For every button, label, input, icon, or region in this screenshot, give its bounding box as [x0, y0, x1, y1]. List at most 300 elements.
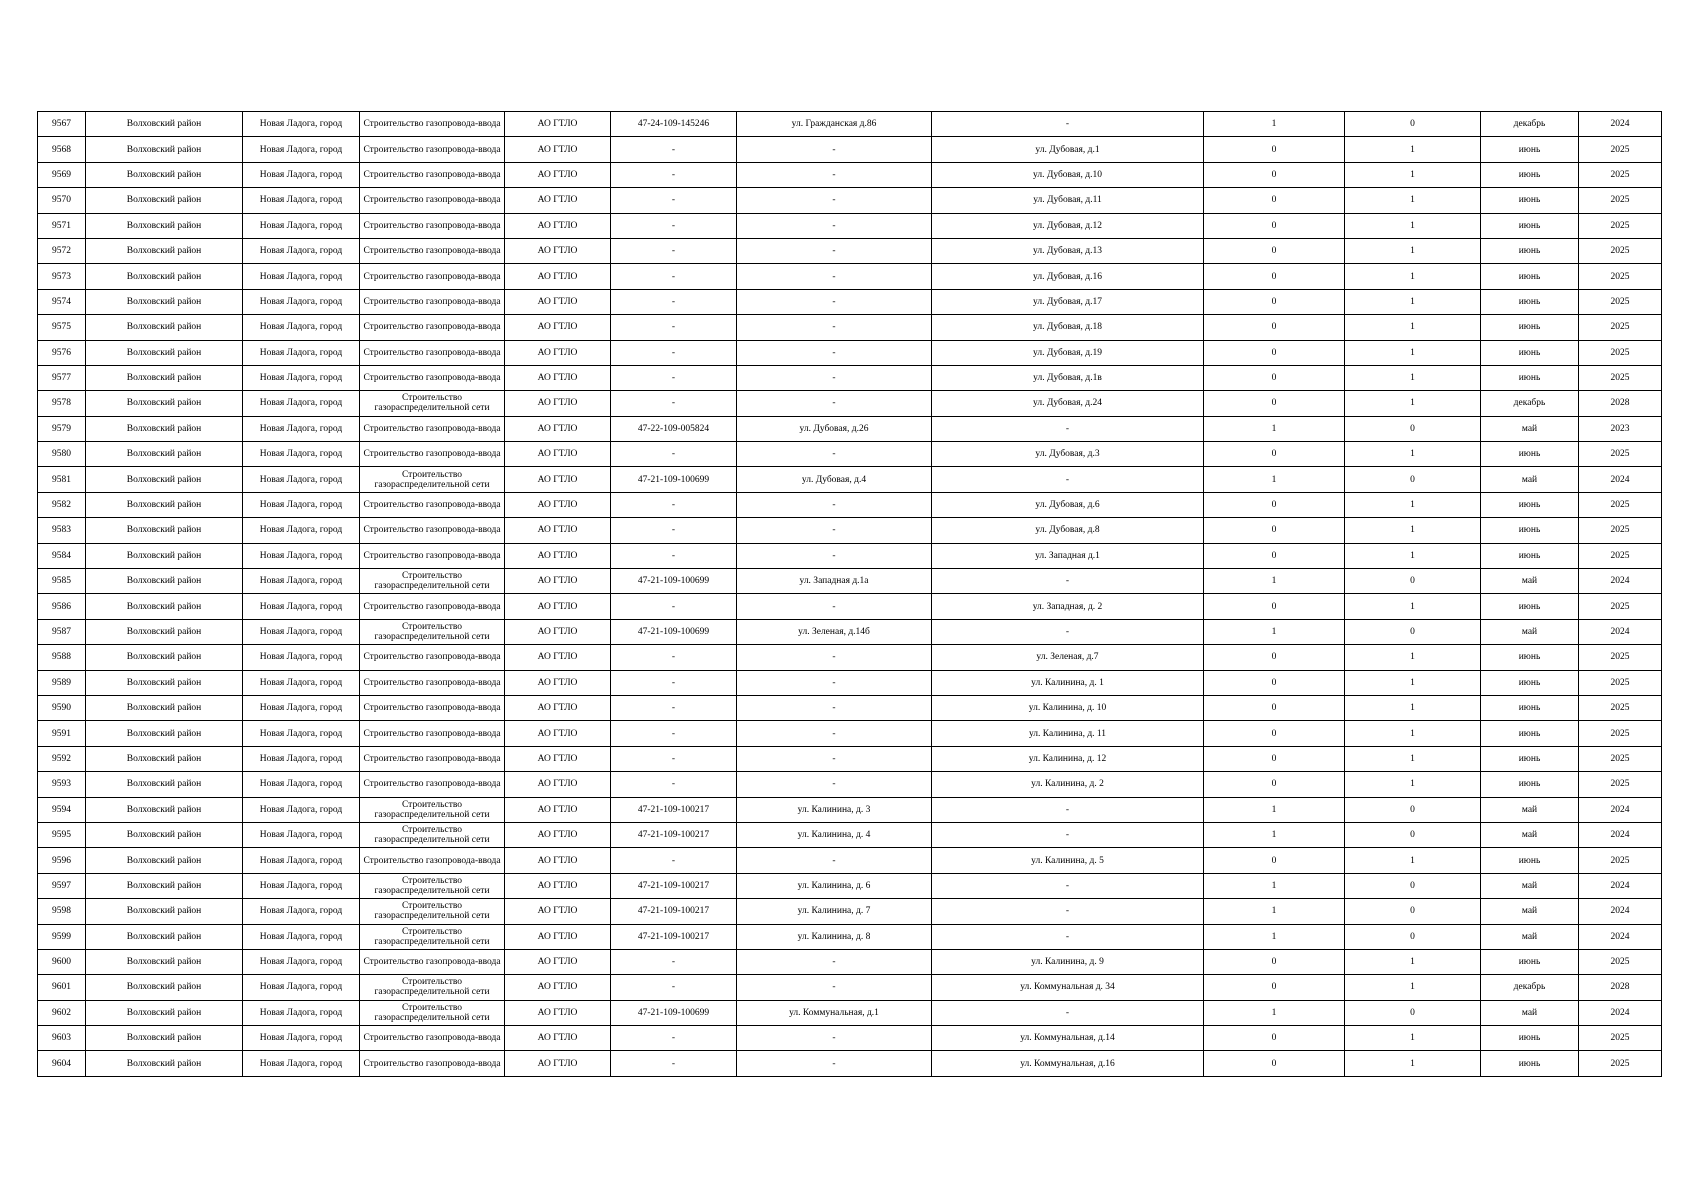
cell-month: май	[1481, 619, 1579, 644]
cell-month: июнь	[1481, 365, 1579, 390]
cell-address-planned: ул. Калинина, д. 5	[932, 848, 1204, 873]
cell-cadastral-number: -	[611, 543, 737, 568]
cell-month: июнь	[1481, 695, 1579, 720]
cell-month: май	[1481, 924, 1579, 949]
data-table	[37, 111, 1662, 1077]
cell-count-connected: 0	[1204, 695, 1345, 720]
cell-year: 2025	[1579, 264, 1662, 289]
cell-count-planned: 0	[1345, 416, 1481, 441]
cell-work-type: Строительство газопровода-ввода	[360, 518, 505, 543]
cell-address-connected: -	[737, 949, 932, 974]
cell-year: 2025	[1579, 543, 1662, 568]
cell-year: 2023	[1579, 416, 1662, 441]
table-row	[38, 340, 1662, 365]
cell-month: июнь	[1481, 162, 1579, 187]
cell-organization: АО ГТЛО	[505, 162, 611, 187]
cell-locality: Новая Ладога, город	[243, 289, 360, 314]
cell-address-planned: -	[932, 569, 1204, 594]
cell-row-number: 9590	[38, 695, 86, 720]
cell-year: 2024	[1579, 822, 1662, 847]
cell-row-number: 9580	[38, 442, 86, 467]
cell-count-connected: 0	[1204, 492, 1345, 517]
cell-year: 2028	[1579, 391, 1662, 416]
cell-locality: Новая Ладога, город	[243, 112, 360, 137]
cell-month: июнь	[1481, 746, 1579, 771]
cell-year: 2025	[1579, 949, 1662, 974]
cell-district: Волховский район	[86, 670, 243, 695]
cell-locality: Новая Ладога, город	[243, 162, 360, 187]
cell-district: Волховский район	[86, 442, 243, 467]
cell-row-number: 9587	[38, 619, 86, 644]
cell-locality: Новая Ладога, город	[243, 746, 360, 771]
cell-address-connected: -	[737, 975, 932, 1000]
cell-district: Волховский район	[86, 340, 243, 365]
cell-count-connected: 0	[1204, 188, 1345, 213]
cell-cadastral-number: 47-21-109-100217	[611, 924, 737, 949]
cell-row-number: 9572	[38, 238, 86, 263]
cell-address-planned: -	[932, 797, 1204, 822]
cell-organization: АО ГТЛО	[505, 340, 611, 365]
table-row	[38, 112, 1662, 137]
cell-address-connected: ул. Дубовая, д.26	[737, 416, 932, 441]
cell-address-connected: ул. Гражданская д.86	[737, 112, 932, 137]
cell-year: 2025	[1579, 594, 1662, 619]
cell-address-connected: ул. Коммунальная, д.1	[737, 1000, 932, 1025]
cell-locality: Новая Ладога, город	[243, 822, 360, 847]
cell-cadastral-number: -	[611, 848, 737, 873]
cell-work-type: Строительство газопровода-ввода	[360, 670, 505, 695]
cell-month: июнь	[1481, 264, 1579, 289]
cell-month: июнь	[1481, 213, 1579, 238]
cell-year: 2025	[1579, 213, 1662, 238]
cell-month: июнь	[1481, 848, 1579, 873]
cell-cadastral-number: -	[611, 975, 737, 1000]
cell-row-number: 9570	[38, 188, 86, 213]
cell-cadastral-number: 47-21-109-100699	[611, 467, 737, 492]
cell-address-connected: -	[737, 772, 932, 797]
cell-district: Волховский район	[86, 391, 243, 416]
cell-row-number: 9579	[38, 416, 86, 441]
cell-locality: Новая Ладога, город	[243, 467, 360, 492]
cell-organization: АО ГТЛО	[505, 873, 611, 898]
table-row	[38, 619, 1662, 644]
cell-cadastral-number: -	[611, 645, 737, 670]
cell-address-planned: -	[932, 1000, 1204, 1025]
cell-address-planned: -	[932, 467, 1204, 492]
cell-count-connected: 1	[1204, 112, 1345, 137]
cell-address-planned: ул. Дубовая, д.24	[932, 391, 1204, 416]
cell-organization: АО ГТЛО	[505, 975, 611, 1000]
cell-month: май	[1481, 467, 1579, 492]
cell-district: Волховский район	[86, 137, 243, 162]
cell-organization: АО ГТЛО	[505, 1026, 611, 1051]
cell-address-connected: -	[737, 518, 932, 543]
cell-count-planned: 0	[1345, 112, 1481, 137]
cell-work-type: Строительство газопровода-ввода	[360, 746, 505, 771]
cell-month: июнь	[1481, 188, 1579, 213]
cell-address-planned: ул. Дубовая, д.10	[932, 162, 1204, 187]
cell-year: 2025	[1579, 442, 1662, 467]
cell-locality: Новая Ладога, город	[243, 772, 360, 797]
cell-work-type: Строительство газопровода-ввода	[360, 315, 505, 340]
cell-organization: АО ГТЛО	[505, 1051, 611, 1076]
cell-address-planned: ул. Дубовая, д.6	[932, 492, 1204, 517]
cell-count-connected: 1	[1204, 569, 1345, 594]
cell-count-planned: 1	[1345, 492, 1481, 517]
cell-work-type: Строительство газопровода-ввода	[360, 264, 505, 289]
cell-cadastral-number: -	[611, 518, 737, 543]
cell-row-number: 9597	[38, 873, 86, 898]
cell-month: июнь	[1481, 594, 1579, 619]
cell-address-connected: -	[737, 188, 932, 213]
cell-locality: Новая Ладога, город	[243, 518, 360, 543]
cell-district: Волховский район	[86, 264, 243, 289]
cell-address-connected: -	[737, 721, 932, 746]
cell-cadastral-number: -	[611, 188, 737, 213]
cell-cadastral-number: -	[611, 137, 737, 162]
cell-count-connected: 0	[1204, 365, 1345, 390]
cell-locality: Новая Ладога, город	[243, 543, 360, 568]
cell-organization: АО ГТЛО	[505, 238, 611, 263]
cell-locality: Новая Ладога, город	[243, 949, 360, 974]
cell-count-connected: 0	[1204, 721, 1345, 746]
cell-locality: Новая Ладога, город	[243, 238, 360, 263]
cell-locality: Новая Ладога, город	[243, 492, 360, 517]
cell-count-connected: 0	[1204, 518, 1345, 543]
cell-address-planned: ул. Дубовая, д.16	[932, 264, 1204, 289]
cell-district: Волховский район	[86, 695, 243, 720]
cell-locality: Новая Ладога, город	[243, 899, 360, 924]
cell-locality: Новая Ладога, город	[243, 848, 360, 873]
cell-month: июнь	[1481, 721, 1579, 746]
cell-address-connected: -	[737, 670, 932, 695]
cell-cadastral-number: -	[611, 670, 737, 695]
cell-cadastral-number: 47-21-109-100217	[611, 873, 737, 898]
cell-work-type: Строительство газораспределительной сети	[360, 873, 505, 898]
table-row	[38, 924, 1662, 949]
cell-work-type: Строительство газопровода-ввода	[360, 721, 505, 746]
table-row	[38, 670, 1662, 695]
cell-organization: АО ГТЛО	[505, 822, 611, 847]
cell-row-number: 9603	[38, 1026, 86, 1051]
cell-year: 2025	[1579, 162, 1662, 187]
cell-locality: Новая Ладога, город	[243, 365, 360, 390]
cell-count-connected: 1	[1204, 1000, 1345, 1025]
cell-address-connected: ул. Калинина, д. 7	[737, 899, 932, 924]
cell-count-connected: 1	[1204, 873, 1345, 898]
cell-count-planned: 1	[1345, 162, 1481, 187]
cell-count-planned: 0	[1345, 924, 1481, 949]
cell-row-number: 9578	[38, 391, 86, 416]
cell-locality: Новая Ладога, город	[243, 645, 360, 670]
cell-row-number: 9589	[38, 670, 86, 695]
cell-count-connected: 0	[1204, 1026, 1345, 1051]
cell-row-number: 9571	[38, 213, 86, 238]
cell-address-planned: ул. Коммунальная, д.16	[932, 1051, 1204, 1076]
cell-district: Волховский район	[86, 1051, 243, 1076]
cell-count-connected: 0	[1204, 213, 1345, 238]
cell-address-connected: -	[737, 365, 932, 390]
cell-work-type: Строительство газопровода-ввода	[360, 340, 505, 365]
cell-locality: Новая Ладога, город	[243, 1000, 360, 1025]
cell-organization: АО ГТЛО	[505, 1000, 611, 1025]
cell-cadastral-number: -	[611, 695, 737, 720]
cell-month: декабрь	[1481, 975, 1579, 1000]
cell-count-connected: 0	[1204, 543, 1345, 568]
cell-count-planned: 1	[1345, 772, 1481, 797]
cell-cadastral-number: 47-22-109-005824	[611, 416, 737, 441]
cell-cadastral-number: 47-21-109-100217	[611, 899, 737, 924]
cell-cadastral-number: -	[611, 949, 737, 974]
cell-locality: Новая Ладога, город	[243, 569, 360, 594]
cell-cadastral-number: -	[611, 238, 737, 263]
cell-district: Волховский район	[86, 365, 243, 390]
cell-address-planned: ул. Дубовая, д.13	[932, 238, 1204, 263]
cell-count-connected: 0	[1204, 746, 1345, 771]
cell-work-type: Строительство газораспределительной сети	[360, 1000, 505, 1025]
cell-count-connected: 0	[1204, 315, 1345, 340]
cell-address-connected: -	[737, 162, 932, 187]
table-row	[38, 797, 1662, 822]
cell-count-connected: 1	[1204, 797, 1345, 822]
cell-row-number: 9584	[38, 543, 86, 568]
cell-year: 2025	[1579, 746, 1662, 771]
cell-locality: Новая Ладога, город	[243, 594, 360, 619]
table-row	[38, 746, 1662, 771]
cell-organization: АО ГТЛО	[505, 645, 611, 670]
cell-year: 2025	[1579, 238, 1662, 263]
cell-cadastral-number: -	[611, 594, 737, 619]
cell-locality: Новая Ладога, город	[243, 137, 360, 162]
cell-locality: Новая Ладога, город	[243, 264, 360, 289]
cell-year: 2024	[1579, 1000, 1662, 1025]
cell-district: Волховский район	[86, 213, 243, 238]
cell-month: июнь	[1481, 1051, 1579, 1076]
cell-month: май	[1481, 822, 1579, 847]
cell-count-planned: 0	[1345, 1000, 1481, 1025]
cell-address-planned: -	[932, 822, 1204, 847]
cell-count-planned: 1	[1345, 391, 1481, 416]
cell-address-planned: ул. Коммунальная д. 34	[932, 975, 1204, 1000]
cell-count-connected: 0	[1204, 645, 1345, 670]
table-row	[38, 822, 1662, 847]
cell-district: Волховский район	[86, 822, 243, 847]
cell-row-number: 9574	[38, 289, 86, 314]
cell-locality: Новая Ладога, город	[243, 416, 360, 441]
cell-year: 2024	[1579, 899, 1662, 924]
cell-address-planned: ул. Дубовая, д.1	[932, 137, 1204, 162]
table-row	[38, 442, 1662, 467]
cell-district: Волховский район	[86, 492, 243, 517]
cell-address-connected: -	[737, 1026, 932, 1051]
cell-address-connected: -	[737, 594, 932, 619]
cell-locality: Новая Ладога, город	[243, 924, 360, 949]
cell-work-type: Строительство газопровода-ввода	[360, 442, 505, 467]
cell-address-connected: -	[737, 238, 932, 263]
cell-address-planned: ул. Дубовая, д.8	[932, 518, 1204, 543]
cell-year: 2025	[1579, 1026, 1662, 1051]
cell-row-number: 9568	[38, 137, 86, 162]
cell-year: 2024	[1579, 797, 1662, 822]
cell-count-connected: 0	[1204, 848, 1345, 873]
cell-address-connected: ул. Западная д.1а	[737, 569, 932, 594]
cell-address-connected: -	[737, 137, 932, 162]
cell-cadastral-number: 47-21-109-100699	[611, 619, 737, 644]
cell-locality: Новая Ладога, город	[243, 315, 360, 340]
cell-district: Волховский район	[86, 1026, 243, 1051]
table-row	[38, 416, 1662, 441]
cell-locality: Новая Ладога, город	[243, 721, 360, 746]
table-row	[38, 899, 1662, 924]
cell-count-connected: 1	[1204, 822, 1345, 847]
table-body	[38, 112, 1662, 1077]
table-row	[38, 695, 1662, 720]
cell-year: 2025	[1579, 518, 1662, 543]
table-row	[38, 315, 1662, 340]
table-row	[38, 213, 1662, 238]
cell-cadastral-number: 47-21-109-100699	[611, 1000, 737, 1025]
cell-year: 2025	[1579, 315, 1662, 340]
cell-cadastral-number: -	[611, 391, 737, 416]
cell-address-connected: -	[737, 442, 932, 467]
cell-count-connected: 0	[1204, 162, 1345, 187]
cell-row-number: 9600	[38, 949, 86, 974]
cell-row-number: 9588	[38, 645, 86, 670]
cell-count-connected: 1	[1204, 899, 1345, 924]
cell-row-number: 9573	[38, 264, 86, 289]
cell-count-planned: 1	[1345, 213, 1481, 238]
cell-organization: АО ГТЛО	[505, 899, 611, 924]
cell-address-planned: ул. Дубовая, д.17	[932, 289, 1204, 314]
cell-month: май	[1481, 873, 1579, 898]
cell-district: Волховский район	[86, 772, 243, 797]
cell-district: Волховский район	[86, 949, 243, 974]
cell-district: Волховский район	[86, 543, 243, 568]
cell-address-connected: -	[737, 746, 932, 771]
cell-count-planned: 1	[1345, 289, 1481, 314]
cell-address-connected: ул. Калинина, д. 4	[737, 822, 932, 847]
cell-address-connected: -	[737, 213, 932, 238]
cell-month: май	[1481, 899, 1579, 924]
cell-work-type: Строительство газопровода-ввода	[360, 112, 505, 137]
cell-row-number: 9599	[38, 924, 86, 949]
cell-month: июнь	[1481, 315, 1579, 340]
cell-row-number: 9567	[38, 112, 86, 137]
cell-address-planned: ул. Калинина, д. 10	[932, 695, 1204, 720]
cell-row-number: 9598	[38, 899, 86, 924]
table-row	[38, 975, 1662, 1000]
cell-count-planned: 0	[1345, 899, 1481, 924]
cell-organization: АО ГТЛО	[505, 695, 611, 720]
cell-cadastral-number: -	[611, 289, 737, 314]
cell-locality: Новая Ладога, город	[243, 213, 360, 238]
cell-month: июнь	[1481, 442, 1579, 467]
cell-work-type: Строительство газораспределительной сети	[360, 975, 505, 1000]
cell-work-type: Строительство газопровода-ввода	[360, 1026, 505, 1051]
cell-address-planned: ул. Калинина, д. 9	[932, 949, 1204, 974]
cell-cadastral-number: 47-21-109-100699	[611, 569, 737, 594]
cell-month: июнь	[1481, 1026, 1579, 1051]
cell-month: июнь	[1481, 289, 1579, 314]
cell-year: 2025	[1579, 721, 1662, 746]
table-row	[38, 569, 1662, 594]
cell-cadastral-number: -	[611, 1051, 737, 1076]
cell-count-planned: 0	[1345, 467, 1481, 492]
cell-organization: АО ГТЛО	[505, 264, 611, 289]
cell-month: июнь	[1481, 518, 1579, 543]
cell-count-planned: 1	[1345, 340, 1481, 365]
cell-cadastral-number: -	[611, 721, 737, 746]
cell-cadastral-number: -	[611, 162, 737, 187]
cell-organization: АО ГТЛО	[505, 746, 611, 771]
cell-row-number: 9586	[38, 594, 86, 619]
cell-locality: Новая Ладога, город	[243, 1026, 360, 1051]
cell-district: Волховский район	[86, 746, 243, 771]
cell-count-connected: 0	[1204, 137, 1345, 162]
table-row	[38, 162, 1662, 187]
cell-organization: АО ГТЛО	[505, 137, 611, 162]
cell-work-type: Строительство газопровода-ввода	[360, 848, 505, 873]
cell-month: май	[1481, 1000, 1579, 1025]
cell-count-planned: 1	[1345, 695, 1481, 720]
cell-district: Волховский район	[86, 467, 243, 492]
cell-work-type: Строительство газораспределительной сети	[360, 569, 505, 594]
cell-year: 2025	[1579, 848, 1662, 873]
cell-work-type: Строительство газопровода-ввода	[360, 188, 505, 213]
cell-organization: АО ГТЛО	[505, 442, 611, 467]
cell-work-type: Строительство газопровода-ввода	[360, 137, 505, 162]
cell-address-connected: ул. Калинина, д. 3	[737, 797, 932, 822]
cell-locality: Новая Ладога, город	[243, 619, 360, 644]
cell-address-planned: -	[932, 899, 1204, 924]
cell-count-planned: 0	[1345, 822, 1481, 847]
cell-address-planned: ул. Дубовая, д.3	[932, 442, 1204, 467]
cell-year: 2025	[1579, 137, 1662, 162]
cell-district: Волховский район	[86, 569, 243, 594]
cell-district: Волховский район	[86, 619, 243, 644]
cell-row-number: 9602	[38, 1000, 86, 1025]
cell-locality: Новая Ладога, город	[243, 695, 360, 720]
cell-address-planned: -	[932, 873, 1204, 898]
cell-count-planned: 1	[1345, 1026, 1481, 1051]
cell-count-connected: 0	[1204, 289, 1345, 314]
cell-address-connected: -	[737, 315, 932, 340]
cell-month: май	[1481, 416, 1579, 441]
cell-address-planned: ул. Дубовая, д.18	[932, 315, 1204, 340]
cell-locality: Новая Ладога, город	[243, 1051, 360, 1076]
cell-district: Волховский район	[86, 315, 243, 340]
cell-work-type: Строительство газопровода-ввода	[360, 1051, 505, 1076]
cell-month: декабрь	[1481, 112, 1579, 137]
cell-district: Волховский район	[86, 416, 243, 441]
cell-work-type: Строительство газопровода-ввода	[360, 416, 505, 441]
cell-month: июнь	[1481, 670, 1579, 695]
cell-district: Волховский район	[86, 873, 243, 898]
cell-locality: Новая Ладога, город	[243, 188, 360, 213]
cell-year: 2025	[1579, 1051, 1662, 1076]
cell-cadastral-number: -	[611, 746, 737, 771]
table-row	[38, 594, 1662, 619]
cell-address-connected: -	[737, 645, 932, 670]
table-row	[38, 848, 1662, 873]
cell-locality: Новая Ладога, город	[243, 873, 360, 898]
cell-cadastral-number: -	[611, 340, 737, 365]
table-row	[38, 772, 1662, 797]
cell-year: 2025	[1579, 670, 1662, 695]
cell-row-number: 9593	[38, 772, 86, 797]
cell-row-number: 9569	[38, 162, 86, 187]
cell-cadastral-number: -	[611, 264, 737, 289]
